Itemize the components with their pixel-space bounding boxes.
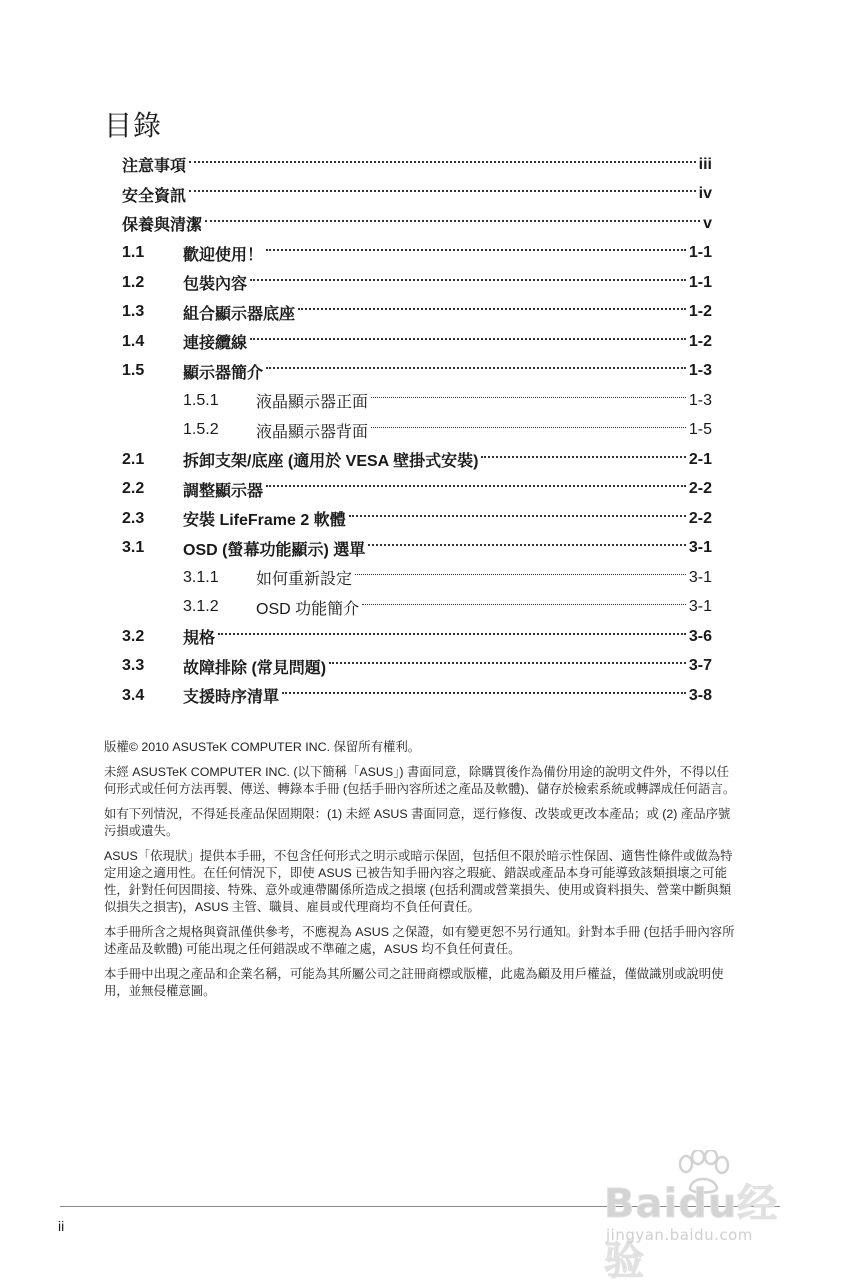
toc-entry-number: 2.2 [122,480,145,498]
toc-entry-title: OSD 功能簡介 [256,600,360,618]
toc-entry-page: 1-2 [688,303,712,321]
toc-entry [122,681,712,711]
toc-entry [122,357,712,387]
toc-entry-number: 3.1.2 [183,598,219,616]
toc-entry-page: iv [698,185,712,203]
toc-dot-leader [481,456,685,458]
toc-entry [122,239,712,269]
toc-entry-title: 液晶顯示器背面 [256,423,369,441]
toc-entry-page: 3-1 [688,598,712,616]
toc-entry [122,593,712,623]
toc-dot-leader [266,367,686,369]
toc-dot-leader [329,662,686,664]
toc-entry-number: 1.5.1 [183,391,219,409]
toc-dot-leader [266,249,686,251]
toc-entry-page: 3-8 [688,686,712,704]
toc-entry-title: OSD (螢幕功能顯示) 選單 [183,541,366,559]
toc-entry-page: 1-5 [688,421,712,439]
toc-entry-page: 3-1 [688,568,712,586]
toc-entry-title: 包裝內容 [183,276,248,294]
watermark-url: jingyan.baidu.com [606,1226,753,1244]
toc-entry-number: 1.5 [122,362,145,380]
toc-entry-page: 3-6 [688,627,712,645]
toc-entry-page: iii [698,155,712,173]
footer-page-number: ii [58,1218,65,1234]
toc-entry-title: 拆卸支架/底座 (適用於 VESA 壁掛式安裝) [183,453,479,471]
toc-entry [122,150,712,180]
toc-dot-leader [266,485,686,487]
toc-entry [122,475,712,505]
toc-entry-title: 保養與清潔 [122,217,203,235]
baidu-watermark [596,1150,796,1284]
toc-entry-title: 歡迎使用！ [183,246,264,264]
page-title: 目錄 [104,110,163,141]
toc-dot-leader [355,574,686,575]
toc-entry-title: 支援時序清單 [183,689,280,707]
toc-entry-page: 2-2 [688,480,712,498]
toc-entry-title: 規格 [183,630,216,648]
toc-entry-number: 1.1 [122,244,145,262]
toc-entry-number: 1.3 [122,303,145,321]
copyright-paragraph: 如有下列情況，不得延長產品保固期限：(1) 未經 ASUS 書面同意，逕行修復、改裝或更改本產品；或 (2) 產品序號污損或遺失。 [104,807,731,838]
toc-entry-number: 1.5.2 [183,421,219,439]
toc-entry [122,622,712,652]
toc-entry-number: 1.2 [122,273,145,291]
toc-entry [122,416,712,446]
toc-entry-title: 注意事項 [122,158,187,176]
toc-dot-leader [371,397,686,398]
copyright-notice [104,739,740,1008]
toc-entry-title: 調整顯示器 [183,482,264,500]
toc-entry-title: 安裝 LifeFrame 2 軟體 [183,512,346,530]
toc-entry-number: 3.2 [122,627,145,645]
toc-dot-leader [371,427,686,428]
toc-entry-title: 連接纜線 [183,335,248,353]
toc-entry-number: 3.1.1 [183,568,219,586]
toc-entry-number: 2.1 [122,450,145,468]
toc-entry-page: 2-2 [688,509,712,527]
copyright-paragraph: 版權© 2010 ASUSTeK COMPUTER INC. 保留所有權利。 [104,740,421,754]
toc-entry [122,445,712,475]
toc-entry-number: 3.1 [122,539,145,557]
toc-entry [122,504,712,534]
toc-dot-leader [368,544,686,546]
toc-entry-page: 1-2 [688,332,712,350]
toc-dot-leader [362,604,686,605]
toc-entry [122,652,712,682]
toc-entry [122,327,712,357]
copyright-paragraph: ASUS「依現狀」提供本手冊，不包含任何形式之明示或暗示保固，包括但不限於暗示性保固、適售性條件或做為特定用途之適用性。在任何情況下，即使 ASUS 已被告知手冊內容之瑕疵、錯誤或產品本身可能導致該類損壞之可能性，針對任何因間接、特殊、意外或連帶關係所造成之損壞 (包括利潤或營業損失、使用或資料損失、營業中斷與類似損失之損害)，ASUS 主管、職員、雇員或代理商均不負任何責任。 [104,849,733,914]
toc-entry-page: 3-7 [688,657,712,675]
toc-entry [122,534,712,564]
toc-entry-number: 3.3 [122,657,145,675]
toc-entry-number: 1.4 [122,332,145,350]
toc-entry-number: 2.3 [122,509,145,527]
toc-entry-page: 1-3 [688,362,712,380]
toc-entry [122,386,712,416]
table-of-contents [122,150,712,711]
toc-dot-leader [282,692,686,694]
toc-entry-title: 安全資訊 [122,187,187,205]
toc-entry-page: v [703,214,712,232]
toc-entry [122,563,712,593]
toc-dot-leader [250,279,686,281]
toc-entry [122,209,712,239]
copyright-paragraph: 未經 ASUSTeK COMPUTER INC. (以下簡稱「ASUS」) 書面同意，除購買後作為備份用途的說明文件外，不得以任何形式或任何方法再製、傳送、轉錄本手冊 (包括手冊內容所述之產品及軟體)、儲存於檢索系統或轉譯成任何語言。 [104,765,736,796]
copyright-paragraph: 本手冊中出現之產品和企業名稱，可能為其所屬公司之註冊商標或版權，此處為顧及用戶權益，僅做識別或說明使用，並無侵權意圖。 [104,967,724,998]
toc-entry-title: 組合顯示器底座 [183,305,296,323]
toc-dot-leader [189,190,696,192]
toc-entry-page: 2-1 [688,450,712,468]
toc-entry-title: 液晶顯示器正面 [256,394,369,412]
copyright-paragraph: 本手冊所含之規格與資訊僅供參考，不應視為 ASUS 之保證，如有變更恕不另行通知。針對本手冊 (包括手冊內容所述產品及軟體) 可能出現之任何錯誤或不準確之處，ASUS 均不負任何責任。 [104,925,735,956]
toc-dot-leader [189,161,696,163]
toc-dot-leader [250,338,686,340]
toc-entry-title: 顯示器簡介 [183,364,264,382]
toc-entry-number: 3.4 [122,686,145,704]
toc-entry-page: 3-1 [688,539,712,557]
toc-entry-page: 1-1 [688,273,712,291]
toc-entry-page: 1-1 [688,244,712,262]
toc-entry-title: 如何重新設定 [256,571,353,589]
toc-entry [122,268,712,298]
watermark-logo-text: Baidu经验 [604,1181,779,1284]
toc-entry-page: 1-3 [688,391,712,409]
toc-dot-leader [205,220,700,222]
toc-dot-leader [349,515,686,517]
toc-entry [122,298,712,328]
toc-entry-title: 故障排除 (常見問題) [183,659,327,677]
toc-entry [122,180,712,210]
toc-dot-leader [218,633,686,635]
toc-dot-leader [298,308,686,310]
